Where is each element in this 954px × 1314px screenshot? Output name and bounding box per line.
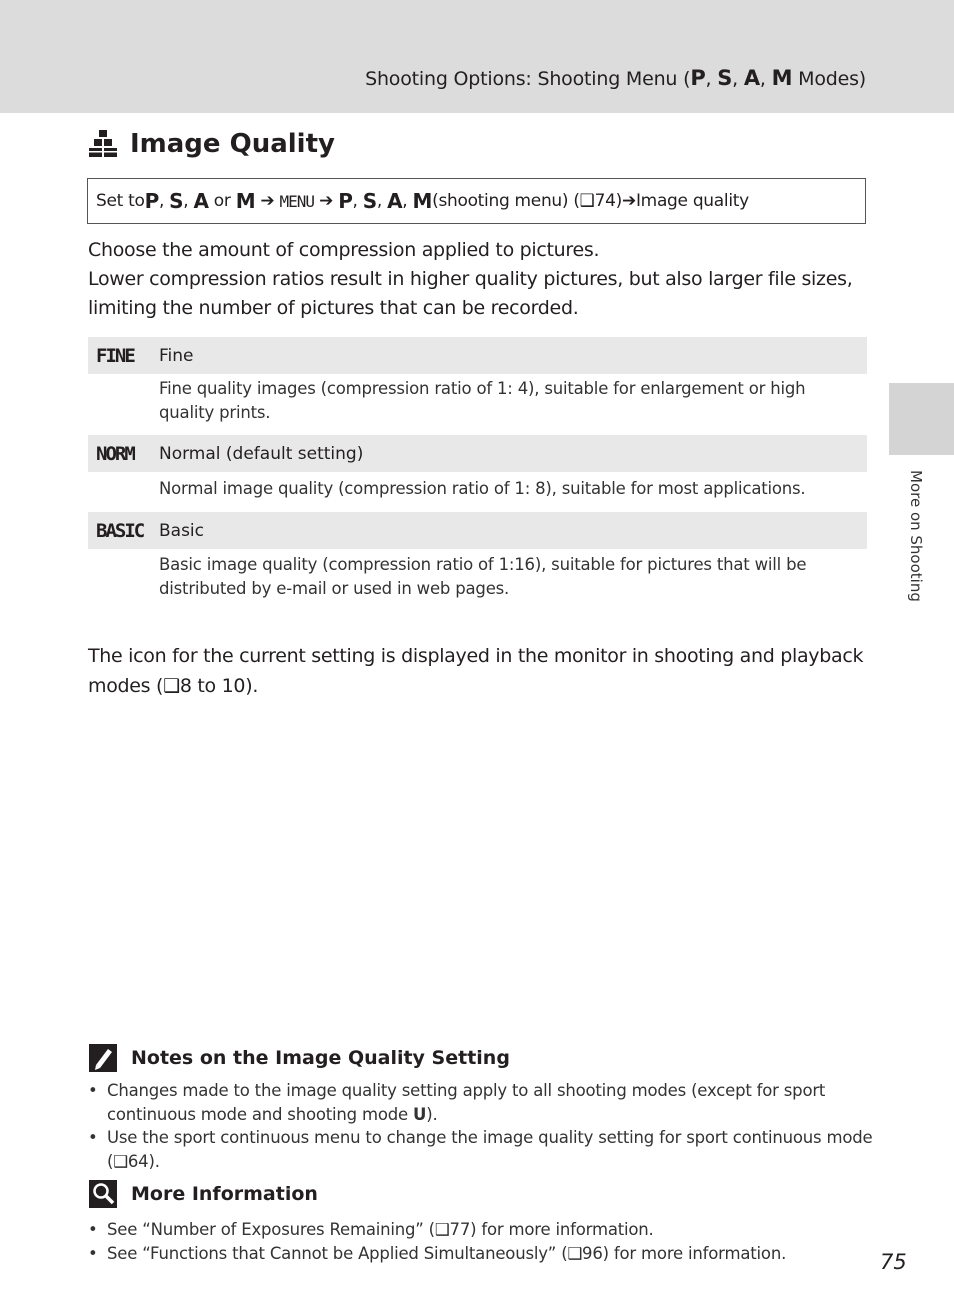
menu-button-icon: MENU [279,191,315,211]
more-info-heading: More Information [88,1178,318,1210]
option-label: Basic [159,520,205,541]
header-band [0,0,954,113]
list-item: • See “Number of Exposures Remaining” (❑77) for more information. [88,1220,654,1239]
list-item: • See “Functions that Cannot be Applied Simultaneously” (❑96) for more information. [88,1243,787,1263]
section-tab-label: More on Shooting [907,470,925,602]
notes-heading: Notes on the Image Quality Setting [88,1042,510,1074]
page-number: 75 [880,1250,907,1274]
list-item: • Changes made to the image quality setting apply to all shooting modes (except for sport continuous mode and shooting mode U). [88,1081,826,1124]
fine-quality-icon: FINE [96,344,134,367]
page-ref-icon: ❑ [579,191,595,211]
option-label: Normal (default setting) [159,443,364,464]
option-row-fine [88,337,867,374]
current-setting-text: The icon for the current setting is displayed in the monitor in shooting and playback modes (❑8 to 10). [88,645,864,697]
option-label: Fine [159,345,194,366]
normal-quality-icon: NORM [96,442,134,465]
page-ref-icon: ❑ [163,675,180,697]
arrow-icon: ➔ [260,191,275,211]
list-item: • Use the sport continuous menu to change the image quality setting for sport continuous mode (❑64). [88,1128,873,1171]
menu-path-box: Set to P , S , A or M ➔ MENU ➔ P , S , A , M (shooting menu) ( ❑ 74 ) ➔ Image quality [87,178,866,224]
shooting-mode-icon: U [413,1104,427,1124]
page-title-row [88,124,335,164]
page-title: Image Quality [130,129,335,159]
image-quality-icon [88,129,118,159]
caution-note-icon [88,1043,118,1073]
option-row-basic [88,512,867,549]
arrow-icon: ➔ [319,191,334,211]
magnifier-info-icon [88,1179,118,1209]
page-ref-icon: ❑ [567,1243,583,1263]
more-info-list [88,1218,878,1265]
page-ref-icon: ❑ [113,1151,128,1171]
option-description: Fine quality images (compression ratio of 1: 4), suitable for enlargement or high quality prints. [159,379,806,422]
basic-quality-icon: BASIC [96,519,144,542]
option-description: Basic image quality (compression ratio of 1:16), suitable for pictures that will be distributed by e-mail or used in web pages. [159,555,807,598]
option-description: Normal image quality (compression ratio of 1: 8), suitable for most applications. [159,479,806,498]
notes-list [88,1079,878,1173]
section-tab [889,383,954,455]
option-row-normal [88,435,867,472]
arrow-icon: ➔ [622,191,636,211]
running-header: Shooting Options: Shooting Menu (P, S, A, M Modes) [365,66,866,90]
page-ref-icon: ❑ [434,1220,450,1239]
intro-text: Choose the amount of compression applied to pictures. Lower compression ratios result in higher quality pictures, but also larger file sizes, limiting the number of pictures that can be recorded. [88,239,853,319]
